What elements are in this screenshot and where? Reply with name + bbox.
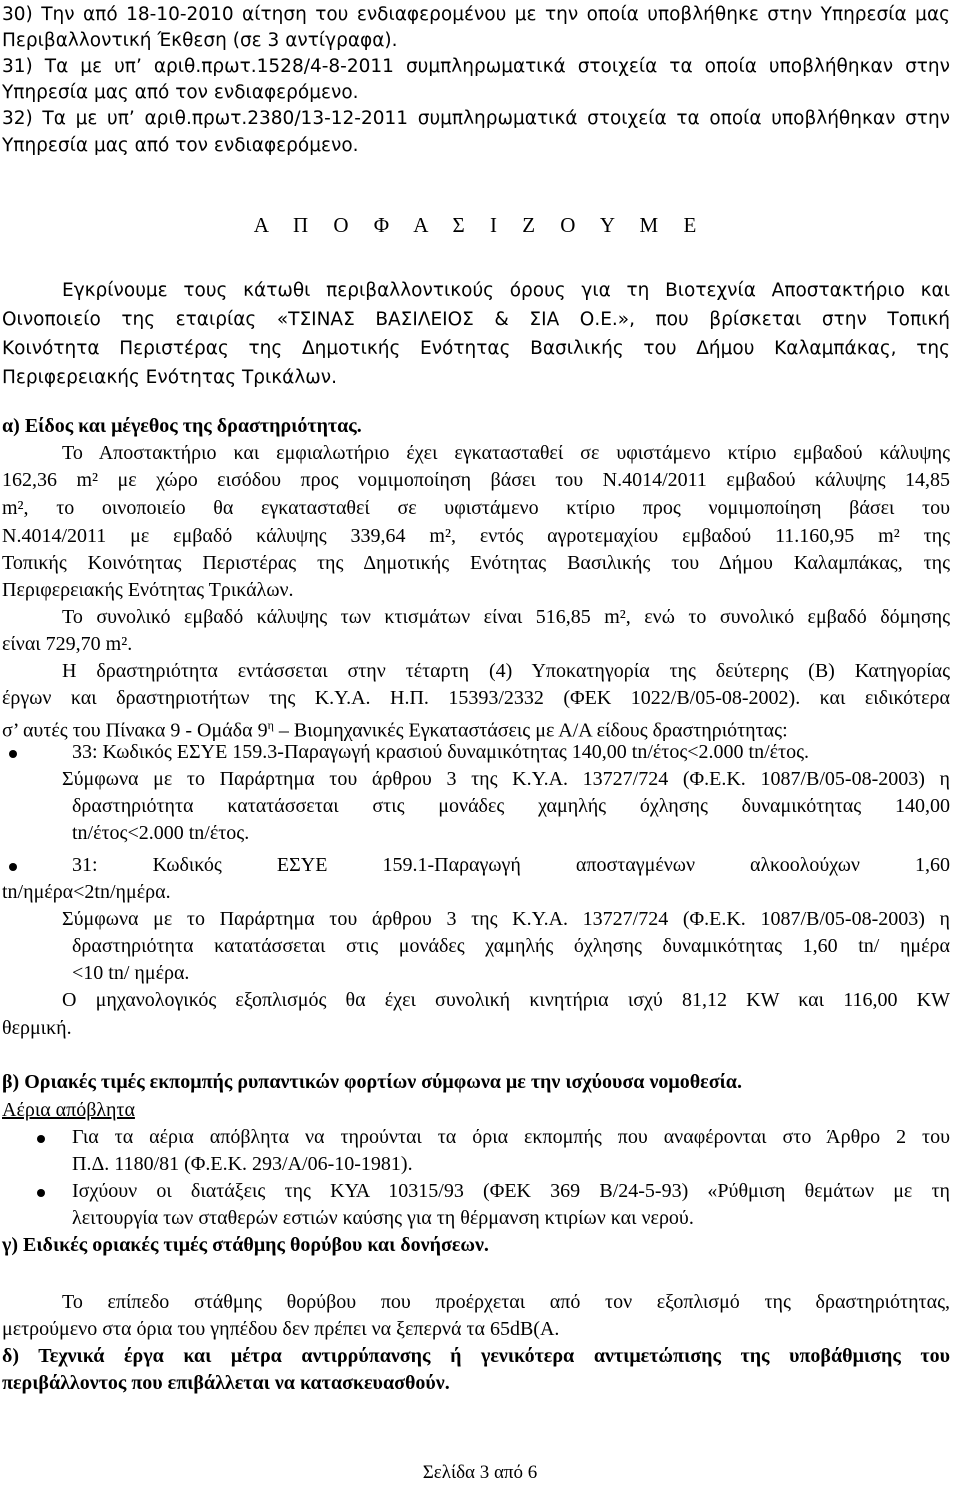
superscript: η (267, 718, 274, 732)
text-line: δραστηριότητα κατατάσσεται στις μονάδες χαμηλής όχλησης δυναμικότητας 1,60 tn/ ημέρα (72, 935, 950, 957)
section-c-heading: γ) Ειδικές οριακές τιμές στάθμης θορύβου και δονήσεων. (2, 1234, 489, 1256)
text-line: Η δραστηριότητα εντάσσεται στην τέταρτη (4) Υποκατηγορία της δεύτερης (Β) Κατηγορίας (62, 660, 950, 682)
text-line: Περιφερειακής Ενότητας Τρικάλων. (2, 367, 338, 388)
text-line: μετρούμενο στα όρια του γηπέδου δεν πρέπει να ξεπερνά τα 65dB(A. (2, 1318, 560, 1340)
page-number: Σελίδα 3 από 6 (422, 1462, 538, 1483)
text-line: λειτουργία των σταθερών εστιών καύσης για τη θέρμανση κτιρίων και νερού. (72, 1207, 694, 1229)
text-line: Το επίπεδο στάθμης θορύβου που προέρχεται από τον εξοπλισμό της δραστηριότητας, (62, 1291, 950, 1313)
bullet-icon (37, 1189, 45, 1197)
text-line: Σύμφωνα με το Παράρτημα του άρθρου 3 της Κ.Υ.Α. 13727/724 (Φ.Ε.Κ. 1087/Β/05-08-2003) η (62, 768, 950, 790)
section-d-heading: δ) Τεχνικά έργα και μέτρα αντιρρύπανσης ή γενικότερα αντιμετώπισης της υποβάθμισης του (2, 1345, 950, 1367)
text-line: tn/έτος<2.000 tn/έτος. (72, 822, 250, 844)
text-line: tn/ημέρα<2tn/ημέρα. (2, 881, 171, 903)
text-line: 31) Τα με υπ’ αριθ.πρωτ.1528/4-8-2011 συμπληρωματικά στοιχεία τα οποία υποβλήθηκαν στην (2, 56, 950, 77)
bullet-icon (37, 1135, 45, 1143)
text-line: Εγκρίνουμε τους κάτωθι περιβαλλοντικούς όρους για τη Βιοτεχνία Αποστακτήριο και (62, 280, 950, 301)
text-line: 31: Κωδικός ΕΣΥΕ 159.1-Παραγωγή αποσταγμένων αλκοολούχων 1,60 (72, 854, 950, 876)
text-line (2, 713, 960, 743)
text-line: Ο μηχανολογικός εξοπλισμός θα έχει συνολική κινητήρια ισχύ 81,12 KW και 116,00 KW (62, 989, 950, 1011)
text-line: είναι 729,70 m². (2, 633, 133, 655)
text-line: Οινοποιείο της εταιρίας «ΤΣΙΝΑΣ ΒΑΣΙΛΕΙΟΣ & ΣΙΑ Ο.Ε.», που βρίσκεται στην Τοπική (2, 309, 950, 330)
text-line: Υπηρεσία μας από τον ενδιαφερόμενο. (2, 135, 359, 156)
text-line: 33: Κωδικός ΕΣΥΕ 159.3-Παραγωγή κρασιού δυναμικότητας 140,00 tn/έτος<2.000 tn/έτος. (72, 741, 809, 763)
text-line: δραστηριότητα κατατάσσεται στις μονάδες χαμηλής όχλησης δυναμικότητας 140,00 (72, 795, 950, 817)
bullet-icon (9, 863, 17, 871)
text-line: Π.Δ. 1180/81 (Φ.Ε.Κ. 293/Α/06-10-1981). (72, 1153, 413, 1175)
text-line: θερμική. (2, 1017, 72, 1039)
text-line: Το συνολικό εμβαδό κάλυψης των κτισμάτων είναι 516,85 m², ενώ το συνολικό εμβαδό δόμησης (62, 606, 950, 628)
text-line: Το Αποστακτήριο και εμφιαλωτήριο έχει εγκατασταθεί σε υφιστάμενο κτίριο εμβαδού κάλυψης (62, 442, 950, 464)
text-line: Περιβαλλοντική Έκθεση (σε 3 αντίγραφα). (2, 30, 398, 51)
text-fragment: σ’ αυτές του Πίνακα 9 - Ομάδα 9 (2, 719, 268, 742)
section-d-heading-cont: περιβάλλοντος που επιβάλλεται να κατασκευασθούν. (2, 1372, 450, 1394)
text-fragment: – Βιομηχανικές Εγκαταστάσεις με Α/Α είδους δραστηριότητας: (273, 719, 788, 742)
text-line: Ισχύουν οι διατάξεις της ΚΥΑ 10315/93 (ΦΕΚ 369 Β/24-5-93) «Ρύθμιση θεμάτων με τη (72, 1180, 950, 1202)
text-line: Περιφερειακής Ενότητας Τρικάλων. (2, 579, 294, 601)
text-line: Κοινότητα Περιστέρας της Δημοτικής Ενότητας Βασιλικής του Δήμου Καλαμπάκας, της (2, 338, 950, 359)
text-line: m², το οινοποιείο θα εγκατασταθεί σε υφιστάμενο κτίριο προς νομιμοποίηση βάσει του (2, 497, 950, 519)
text-line: έργων και δραστηριοτήτων της Κ.Υ.Α. Η.Π. 15393/2332 (ΦΕΚ 1022/Β/05-08-2002). και ειδικότερα (2, 687, 950, 709)
text-line: 162,36 m² με χώρο εισόδου προς νομιμοποίηση βάσει του Ν.4014/2011 εμβαδού κάλυψης 14,85 (2, 469, 950, 491)
subsection-air-heading: Αέρια απόβλητα (2, 1099, 135, 1121)
text-line: Σύμφωνα με το Παράρτημα του άρθρου 3 της Κ.Υ.Α. 13727/724 (Φ.Ε.Κ. 1087/Β/05-08-2003) η (62, 908, 950, 930)
text-line: Ν.4014/2011 με εμβαδό κάλυψης 339,64 m², εντός αγροτεμαχίου εμβαδού 11.160,95 m² της (2, 525, 950, 547)
text-line: Για τα αέρια απόβλητα να τηρούνται τα όρια εκπομπής που αναφέρονται στο Άρθρο 2 του (72, 1126, 950, 1148)
section-b-heading: β) Οριακές τιμές εκπομπής ρυπαντικών φορτίων σύμφωνα με την ισχύουσα νομοθεσία. (2, 1071, 742, 1093)
section-a-heading: α) Είδος και μέγεθος της δραστηριότητας. (2, 415, 362, 437)
text-line: 32) Τα με υπ’ αριθ.πρωτ.2380/13-12-2011 συμπληρωματικά στοιχεία τα οποία υποβλήθηκαν στην (2, 108, 950, 129)
bullet-icon (9, 750, 17, 758)
text-line: <10 tn/ ημέρα. (72, 962, 190, 984)
decision-heading: Α Π Ο Φ Α Σ Ι Ζ Ο Υ Μ Ε (253, 213, 707, 237)
text-line: Υπηρεσία μας από τον ενδιαφερόμενο. (2, 82, 359, 103)
text-line: Τοπικής Κοινότητας Περιστέρας της Δημοτικής Ενότητας Βασιλικής του Δήμου Καλαμπάκας, της (2, 552, 950, 574)
text-line: 30) Την από 18-10-2010 αίτηση του ενδιαφερομένου με την οποία υποβλήθηκε στην Υπηρεσία μας (2, 4, 950, 25)
